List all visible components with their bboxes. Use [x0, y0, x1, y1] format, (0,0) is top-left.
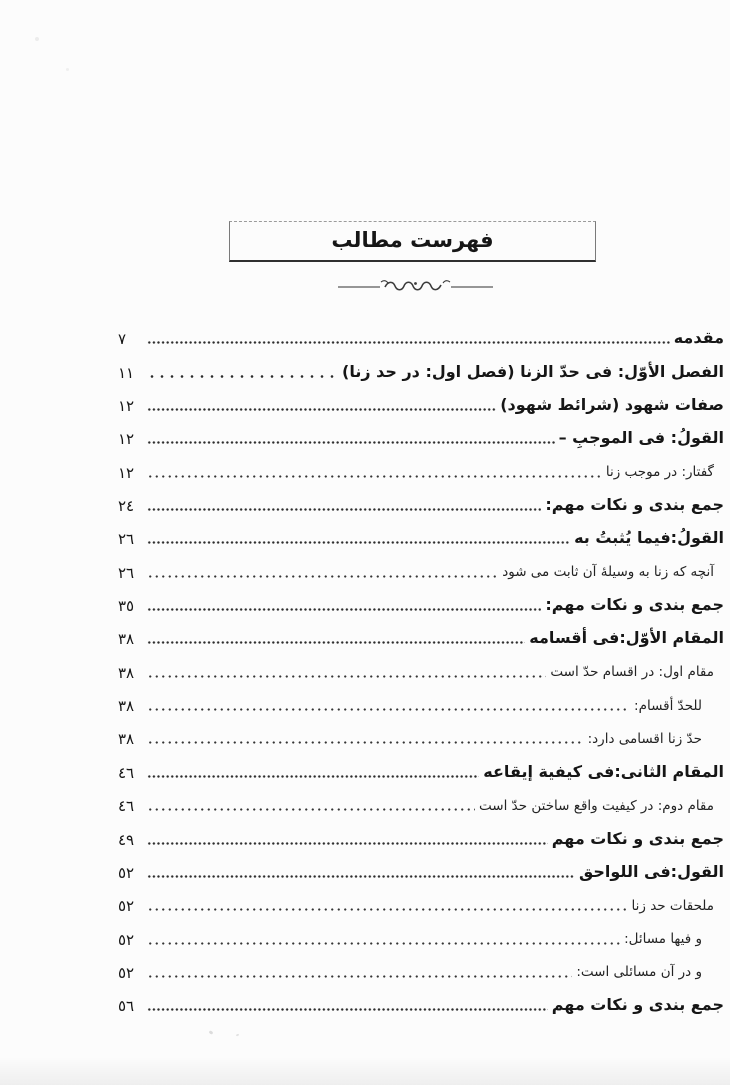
toc-entry-page-number: ١١ [118, 363, 135, 382]
toc-entry [118, 721, 724, 754]
toc-entry-page-number: ٣٨ [118, 630, 135, 649]
toc-entry-title: آنچه كه زنا به وسيلهٔ آن ثابت مى شود [502, 564, 714, 581]
toc-entry-page-number: ٤٦ [118, 763, 135, 782]
dotted-leader [147, 340, 670, 344]
toc-entry [118, 788, 724, 821]
toc-entry-page-number: ٢٤ [118, 497, 135, 516]
toc-entry-page-number: ٥٢ [118, 897, 135, 916]
toc-entry-page-number: ٧ [118, 330, 127, 349]
toc-list [118, 321, 724, 1021]
toc-entry-page-number: ٤٦ [118, 797, 135, 816]
toc-entry-page-number: ٣٨ [118, 697, 135, 716]
dotted-leader [147, 974, 572, 978]
dotted-leader [147, 874, 575, 878]
toc-entry-page-number: ٥٦ [118, 997, 135, 1016]
toc-entry [118, 454, 724, 487]
toc-entry-title: مقام دوم: در كيفيت واقع ساختن حدّ است [479, 797, 714, 814]
toc-entry-title: القولُ:فيما يُثبتُ به [574, 528, 724, 548]
toc-entry-title: القولُ: فى الموجبِ – [558, 428, 724, 448]
dotted-leader [147, 607, 541, 611]
toc-entry-title: ملحقات حد زنا [631, 897, 714, 914]
dotted-leader [147, 841, 548, 845]
toc-entry [118, 521, 724, 554]
dotted-leader [147, 574, 498, 578]
dotted-leader [147, 374, 338, 378]
toc-entry-page-number: ١٢ [118, 397, 135, 416]
toc-entry-page-number: ٣٨ [118, 663, 135, 682]
dotted-leader [147, 407, 496, 411]
dotted-leader [147, 740, 584, 744]
toc-entry-page-number: ٥٢ [118, 963, 135, 982]
toc-entry-title: الفصل الأوّل: فى حدّ الزنا (فصل اول: در حد زنا) [342, 361, 724, 381]
dotted-leader [147, 540, 570, 544]
toc-entry-title: جمع بندى و نكات مهم: [545, 595, 724, 615]
scan-shadow [0, 1057, 730, 1085]
toc-entry-title: للحدّ أقسام: [634, 697, 702, 714]
toc-entry-page-number: ١٢ [118, 463, 135, 482]
toc-entry [118, 688, 724, 721]
toc-entry-title: گفتار: در موجب زنا [605, 464, 714, 481]
dotted-leader [147, 474, 602, 478]
dotted-leader [147, 941, 620, 945]
dotted-leader [147, 1007, 548, 1011]
toc-entry-title: و فيها مسائل: [624, 931, 702, 948]
toc-entry [118, 388, 724, 421]
dotted-leader [147, 507, 541, 511]
toc-entry [118, 654, 724, 687]
toc-entry-title: حدّ زنا اقسامى دارد: [587, 730, 702, 747]
scan-speck [66, 68, 69, 71]
toc-entry-page-number: ٣٥ [118, 597, 135, 616]
toc-entry [118, 754, 724, 787]
page-title: فهرست مطالب [331, 228, 494, 252]
toc-entry [118, 921, 724, 954]
toc-entry-title: المقام الأوّل:فى أقسامه [529, 628, 724, 648]
toc-entry-page-number: ٥٢ [118, 930, 135, 949]
dotted-leader [147, 807, 475, 811]
dotted-leader [147, 674, 546, 678]
scan-speck [209, 1030, 214, 1035]
toc-entry-page-number: ٢٦ [118, 563, 135, 582]
toc-entry [118, 888, 724, 921]
toc-entry [118, 421, 724, 454]
toc-entry [118, 321, 724, 354]
toc-entry-page-number: ٤٩ [118, 830, 135, 849]
toc-entry-page-number: ١٢ [118, 430, 135, 449]
dotted-leader [147, 707, 630, 711]
toc-title-box [229, 221, 596, 262]
scan-speck [35, 37, 39, 41]
toc-entry-title: جمع بندى و نكات مهم [551, 995, 724, 1015]
toc-entry-page-number: ٢٦ [118, 530, 135, 549]
toc-entry [118, 354, 724, 387]
toc-entry [118, 488, 724, 521]
toc-entry [118, 821, 724, 854]
divider-ornament-icon [338, 276, 493, 296]
toc-entry-page-number: ٥٢ [118, 863, 135, 882]
toc-entry-title: صفات شهود (شرائط شهود) [500, 395, 724, 415]
dotted-leader [147, 640, 525, 644]
toc-entry-title: جمع بندى و نكات مهم [551, 828, 724, 848]
toc-entry-title: مقدمه [673, 328, 724, 348]
toc-entry [118, 621, 724, 654]
toc-entry-page-number: ٣٨ [118, 730, 135, 749]
toc-entry [118, 554, 724, 587]
toc-entry [118, 855, 724, 888]
toc-entry-title: القول:فى اللواحق [578, 861, 724, 881]
toc-entry [118, 588, 724, 621]
toc-entry-title: جمع بندى و نكات مهم: [545, 495, 724, 515]
dotted-leader [147, 907, 628, 911]
toc-entry-title: و در آن مسائلى است: [576, 964, 702, 981]
toc-entry-title: المقام الثانى:فى كيفية إيقاعه [483, 761, 724, 781]
toc-entry [118, 988, 724, 1021]
scan-speck [236, 1033, 240, 1036]
toc-entry-title: مقام اول: در اقسام حدّ است [550, 664, 714, 681]
toc-entry [118, 955, 724, 988]
dotted-leader [147, 774, 479, 778]
dotted-leader [147, 440, 555, 444]
